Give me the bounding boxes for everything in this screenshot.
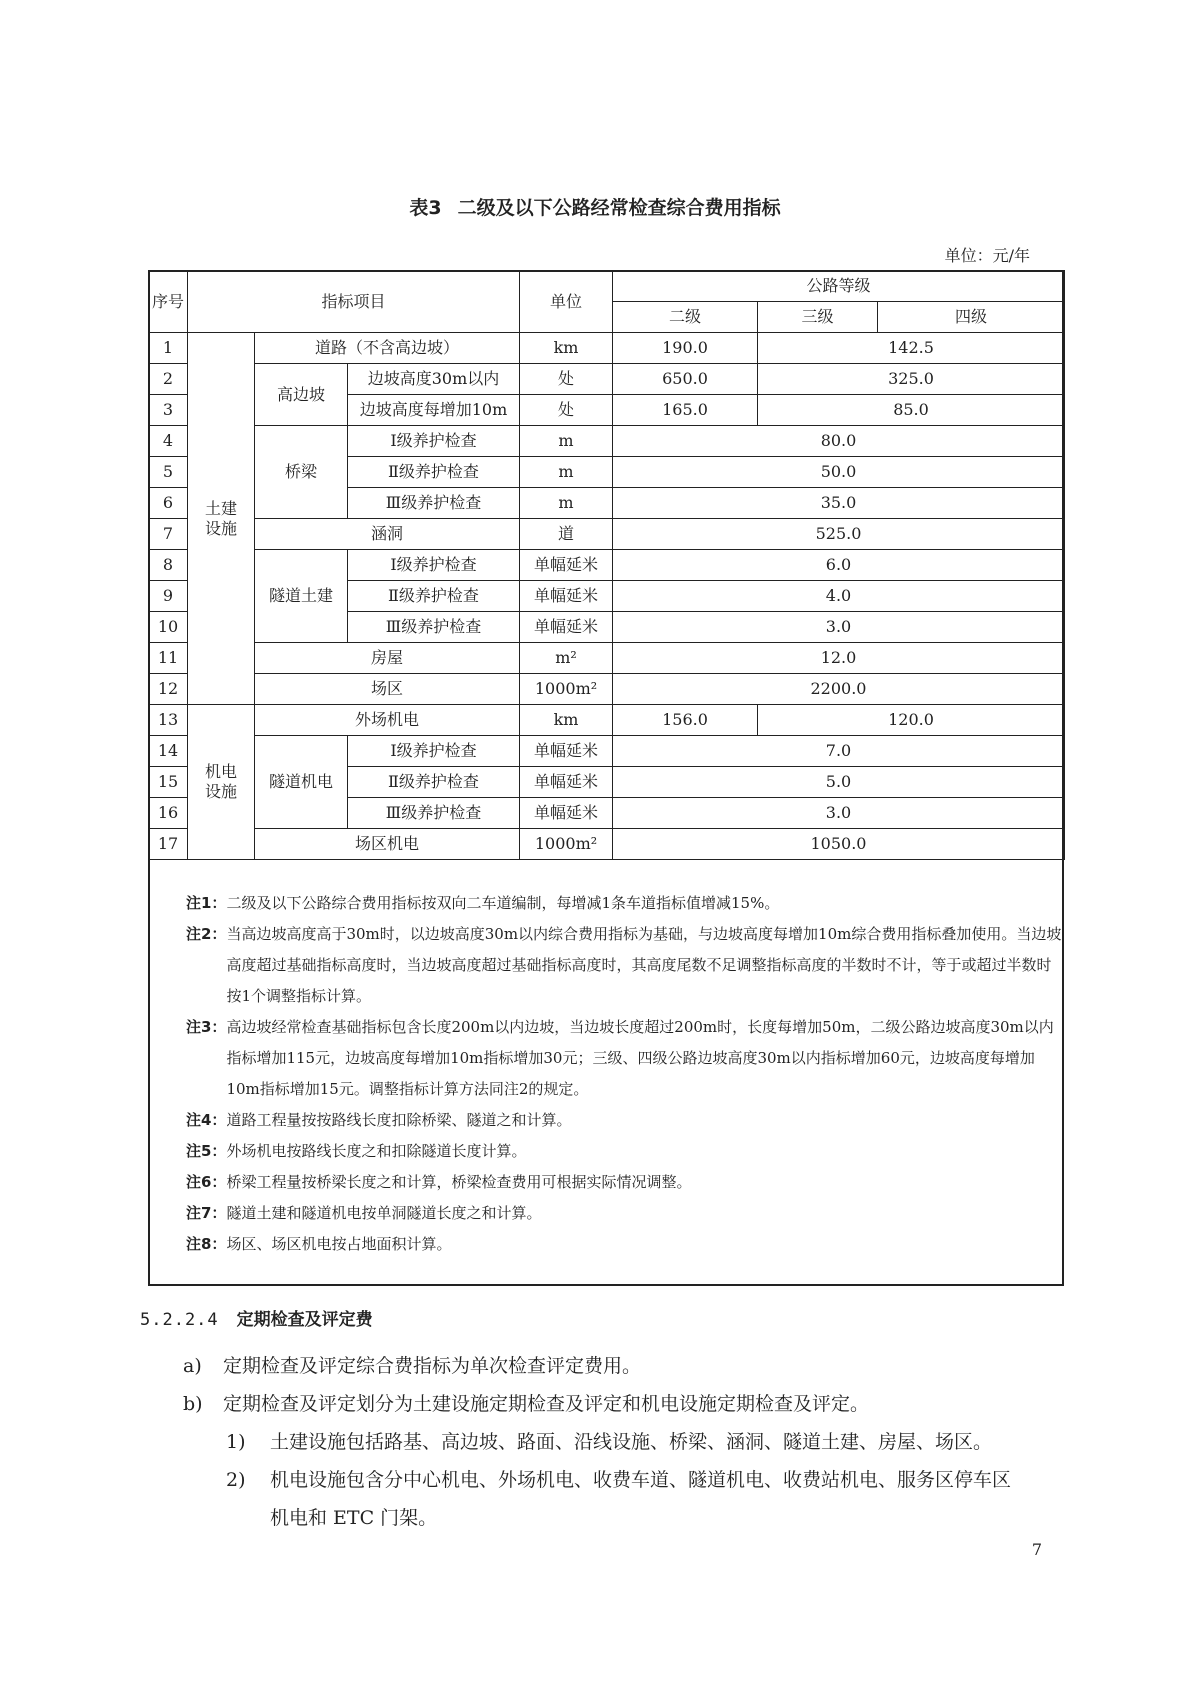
row-item: Ⅱ级养护检查 (348, 767, 520, 798)
section-heading (140, 1305, 373, 1330)
row-unit: 单幅延米 (520, 767, 613, 798)
note-text: 二级及以下公路综合费用指标按双向二车道编制，每增减1条车道指标值增减15%。 (226, 894, 780, 912)
row-number: 7 (149, 519, 188, 550)
note-7 (186, 1198, 1066, 1229)
row-number: 10 (149, 612, 188, 643)
row-number: 4 (149, 426, 188, 457)
row-value-grade2: 156.0 (613, 705, 758, 736)
row-number: 1 (149, 333, 188, 364)
row-value: 4.0 (613, 581, 1065, 612)
row-number: 17 (149, 829, 188, 860)
group-civil: 土建 设施 (188, 333, 255, 705)
group-tunnel-mech: 隧道机电 (255, 736, 348, 829)
list-marker: 1) (226, 1431, 246, 1453)
row-value: 35.0 (613, 488, 1065, 519)
row-value: 1050.0 (613, 829, 1065, 860)
row-value-grade2: 165.0 (613, 395, 758, 426)
row-value-grade34: 142.5 (758, 333, 1065, 364)
list-text: 定期检查及评定综合费指标为单次检查评定费用。 (223, 1355, 642, 1377)
note-text: 外场机电按路线长度之和扣除隧道长度计算。 (226, 1142, 527, 1160)
section-number: 5.2.2.4 (140, 1310, 219, 1330)
list-item-a (183, 1354, 641, 1378)
header-unit: 单位 (520, 271, 613, 333)
row-unit: 单幅延米 (520, 581, 613, 612)
row-item: 涵洞 (255, 519, 520, 550)
row-value: 6.0 (613, 550, 1065, 581)
table-row (149, 705, 1065, 736)
note-text: 桥梁工程量按桥梁长度之和计算，桥梁检查费用可根据实际情况调整。 (226, 1173, 692, 1191)
header-seq: 序号 (149, 271, 188, 333)
header-grade: 公路等级 (613, 271, 1065, 302)
note-text: 隧道土建和隧道机电按单洞隧道长度之和计算。 (226, 1204, 542, 1222)
row-unit: 1000m² (520, 674, 613, 705)
row-item: 道路（不含高边坡） (255, 333, 520, 364)
note-label: 注6： (186, 1173, 227, 1191)
table-row (149, 736, 1065, 767)
row-item: Ⅱ级养护检查 (348, 457, 520, 488)
group-mech: 机电 设施 (188, 705, 255, 860)
list-text: 机电设施包含分中心机电、外场机电、收费车道、隧道机电、收费站机电、服务区停车区 (270, 1469, 1012, 1491)
row-value-grade34: 120.0 (758, 705, 1065, 736)
row-number: 2 (149, 364, 188, 395)
row-unit: 单幅延米 (520, 798, 613, 829)
row-item: Ⅲ级养护检查 (348, 798, 520, 829)
row-item: Ⅰ级养护检查 (348, 550, 520, 581)
row-number: 14 (149, 736, 188, 767)
unit-note: 单位：元/年 (944, 246, 1030, 265)
note-text: 当高边坡高度高于30m时，以边坡高度30m以内综合费用指标为基础，与边坡高度每增加10m综合费用指标叠加使用。当边坡高度超过基础指标高度时，当边坡高度超过基础指标高度时，其高度尾数不足调整指标高度的半数时不计，等于或超过半数时按1个调整指标计算。 (226, 925, 1062, 1005)
sub-item-1 (226, 1430, 992, 1454)
row-value-grade34: 325.0 (758, 364, 1065, 395)
row-unit: 处 (520, 364, 613, 395)
note-label: 注3： (186, 1018, 227, 1036)
list-text: 定期检查及评定划分为土建设施定期检查及评定和机电设施定期检查及评定。 (223, 1393, 870, 1415)
row-value: 50.0 (613, 457, 1065, 488)
row-item: 场区机电 (255, 829, 520, 860)
list-marker: a) (183, 1355, 202, 1377)
row-unit: 单幅延米 (520, 612, 613, 643)
cost-index-table (148, 270, 1065, 860)
section-title: 定期检查及评定费 (236, 1310, 373, 1330)
header-item: 指标项目 (188, 271, 520, 333)
note-4 (186, 1105, 1066, 1136)
table-row (149, 426, 1065, 457)
row-unit: km (520, 333, 613, 364)
table-row (149, 364, 1065, 395)
row-value-grade2: 650.0 (613, 364, 758, 395)
note-label: 注8： (186, 1235, 227, 1253)
row-value: 2200.0 (613, 674, 1065, 705)
table-notes (186, 888, 1066, 1260)
note-5 (186, 1136, 1066, 1167)
row-unit: 单幅延米 (520, 736, 613, 767)
row-value: 3.0 (613, 612, 1065, 643)
row-item: Ⅱ级养护检查 (348, 581, 520, 612)
sub-item-2 (226, 1468, 1011, 1492)
table-row (149, 333, 1065, 364)
note-6 (186, 1167, 1066, 1198)
row-item: Ⅲ级养护检查 (348, 612, 520, 643)
note-label: 注4： (186, 1111, 227, 1129)
note-8 (186, 1229, 1066, 1260)
row-unit: 处 (520, 395, 613, 426)
row-number: 13 (149, 705, 188, 736)
row-item: 场区 (255, 674, 520, 705)
header-grade-2: 二级 (613, 302, 758, 333)
row-unit: m (520, 457, 613, 488)
page-number: 7 (1031, 1540, 1042, 1559)
group-tunnel-civil: 隧道土建 (255, 550, 348, 643)
row-value: 525.0 (613, 519, 1065, 550)
row-number: 6 (149, 488, 188, 519)
row-number: 16 (149, 798, 188, 829)
note-text: 场区、场区机电按占地面积计算。 (226, 1235, 452, 1253)
row-item: 边坡高度每增加10m (348, 395, 520, 426)
row-number: 8 (149, 550, 188, 581)
note-label: 注1： (186, 894, 227, 912)
header-grade-4: 四级 (878, 302, 1065, 333)
row-value: 7.0 (613, 736, 1065, 767)
row-value-grade2: 190.0 (613, 333, 758, 364)
row-number: 9 (149, 581, 188, 612)
list-item-b (183, 1392, 869, 1416)
row-item: Ⅰ级养护检查 (348, 426, 520, 457)
row-unit: m² (520, 643, 613, 674)
group-slope: 高边坡 (255, 364, 348, 426)
row-item: Ⅰ级养护检查 (348, 736, 520, 767)
sub-item-2-continued (270, 1506, 437, 1530)
table-row (149, 829, 1065, 860)
table-title (0, 193, 1190, 220)
note-2 (186, 919, 1066, 1012)
row-number: 3 (149, 395, 188, 426)
row-unit: 1000m² (520, 829, 613, 860)
table-row (149, 643, 1065, 674)
header-grade-3: 三级 (758, 302, 878, 333)
group-bridge: 桥梁 (255, 426, 348, 519)
row-unit: m (520, 488, 613, 519)
list-marker: b) (183, 1393, 203, 1415)
row-unit: 单幅延米 (520, 550, 613, 581)
row-number: 12 (149, 674, 188, 705)
list-marker: 2) (226, 1469, 246, 1491)
row-unit: 道 (520, 519, 613, 550)
row-number: 11 (149, 643, 188, 674)
row-item: 房屋 (255, 643, 520, 674)
list-text: 土建设施包括路基、高边坡、路面、沿线设施、桥梁、涵洞、隧道土建、房屋、场区。 (270, 1431, 993, 1453)
note-text: 道路工程量按按路线长度扣除桥梁、隧道之和计算。 (226, 1111, 572, 1129)
table-row (149, 519, 1065, 550)
row-item: 外场机电 (255, 705, 520, 736)
note-1 (186, 888, 1066, 919)
row-value: 80.0 (613, 426, 1065, 457)
table-title-text: 二级及以下公路经常检查综合费用指标 (457, 197, 781, 219)
note-3 (186, 1012, 1066, 1105)
note-label: 注2： (186, 925, 227, 943)
row-number: 15 (149, 767, 188, 798)
list-text: 机电和 ETC 门架。 (270, 1507, 438, 1529)
row-value: 3.0 (613, 798, 1065, 829)
note-label: 注7： (186, 1204, 227, 1222)
table-row (149, 674, 1065, 705)
row-value-grade34: 85.0 (758, 395, 1065, 426)
note-label: 注5： (186, 1142, 227, 1160)
table-row (149, 550, 1065, 581)
row-item: Ⅲ级养护检查 (348, 488, 520, 519)
note-text: 高边坡经常检查基础指标包含长度200m以内边坡，当边坡长度超过200m时，长度每增加50m，二级公路边坡高度30m以内指标增加115元，边坡高度每增加10m指标增加30元；三级、四级公路边坡高度30m以内指标增加60元，边坡高度每增加10m指标增加15元。调整指标计算方法同注2的规定。 (226, 1018, 1054, 1098)
row-value: 12.0 (613, 643, 1065, 674)
row-number: 5 (149, 457, 188, 488)
row-unit: m (520, 426, 613, 457)
row-value: 5.0 (613, 767, 1065, 798)
row-item: 边坡高度30m以内 (348, 364, 520, 395)
table-title-number: 表3 (409, 197, 442, 219)
row-unit: km (520, 705, 613, 736)
